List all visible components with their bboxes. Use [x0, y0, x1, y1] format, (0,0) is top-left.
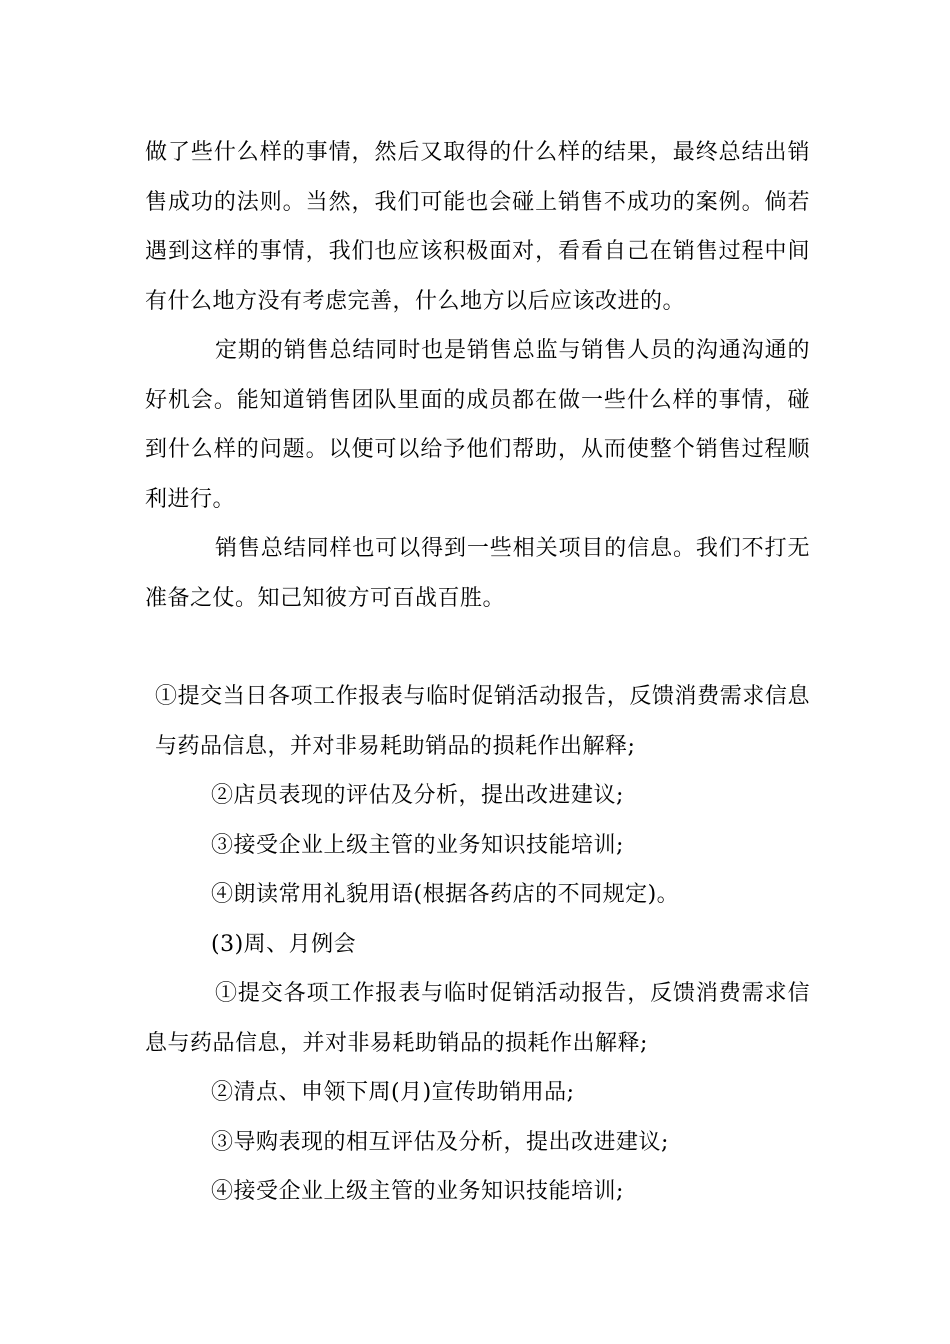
body-paragraph: 定期的销售总结同时也是销售总监与销售人员的沟通沟通的好机会。能知道销售团队里面的成员都在做一些什么样的事情，碰到什么样的问题。以便可以给予他们帮助，从而使整个销售过程顺利进行。: [145, 338, 810, 512]
body-paragraph: 做了些什么样的事情，然后又取得的什么样的结果，最终总结出销售成功的法则。当然，我们可能也会碰上销售不成功的案例。倘若遇到这样的事情，我们也应该积极面对，看看自己在销售过程中间有什么地方没有考虑完善，什么地方以后应该改进的。: [145, 140, 810, 314]
list-item: ④接受企业上级主管的业务知识技能培训;: [211, 1179, 624, 1204]
list-item: ②清点、申领下周(月)宣传助销用品;: [211, 1080, 575, 1105]
section-heading: (3)周、月例会: [211, 931, 357, 957]
meeting-items-section: [145, 672, 810, 1217]
list-item: ①提交各项工作报表与临时促销活动报告，反馈消费需求信息与药品信息，并对非易耗助销品的损耗作出解释;: [145, 981, 810, 1056]
list-item: ②店员表现的评估及分析，提出改进建议;: [211, 783, 624, 808]
body-paragraph: 销售总结同样也可以得到一些相关项目的信息。我们不打无准备之仗。知己知彼方可百战百胜。: [145, 536, 810, 611]
list-item: ③接受企业上级主管的业务知识技能培训;: [211, 832, 624, 858]
list-item: ③导购表现的相互评估及分析，提出改进建议;: [211, 1129, 669, 1155]
list-item: ④朗读常用礼貌用语(根据各药店的不同规定)。: [211, 882, 680, 907]
sales-summary-section: [145, 128, 810, 623]
list-item: ①提交当日各项工作报表与临时促销活动报告，反馈消费需求信息与药品信息，并对非易耗助销品的损耗作出解释;: [155, 684, 810, 759]
